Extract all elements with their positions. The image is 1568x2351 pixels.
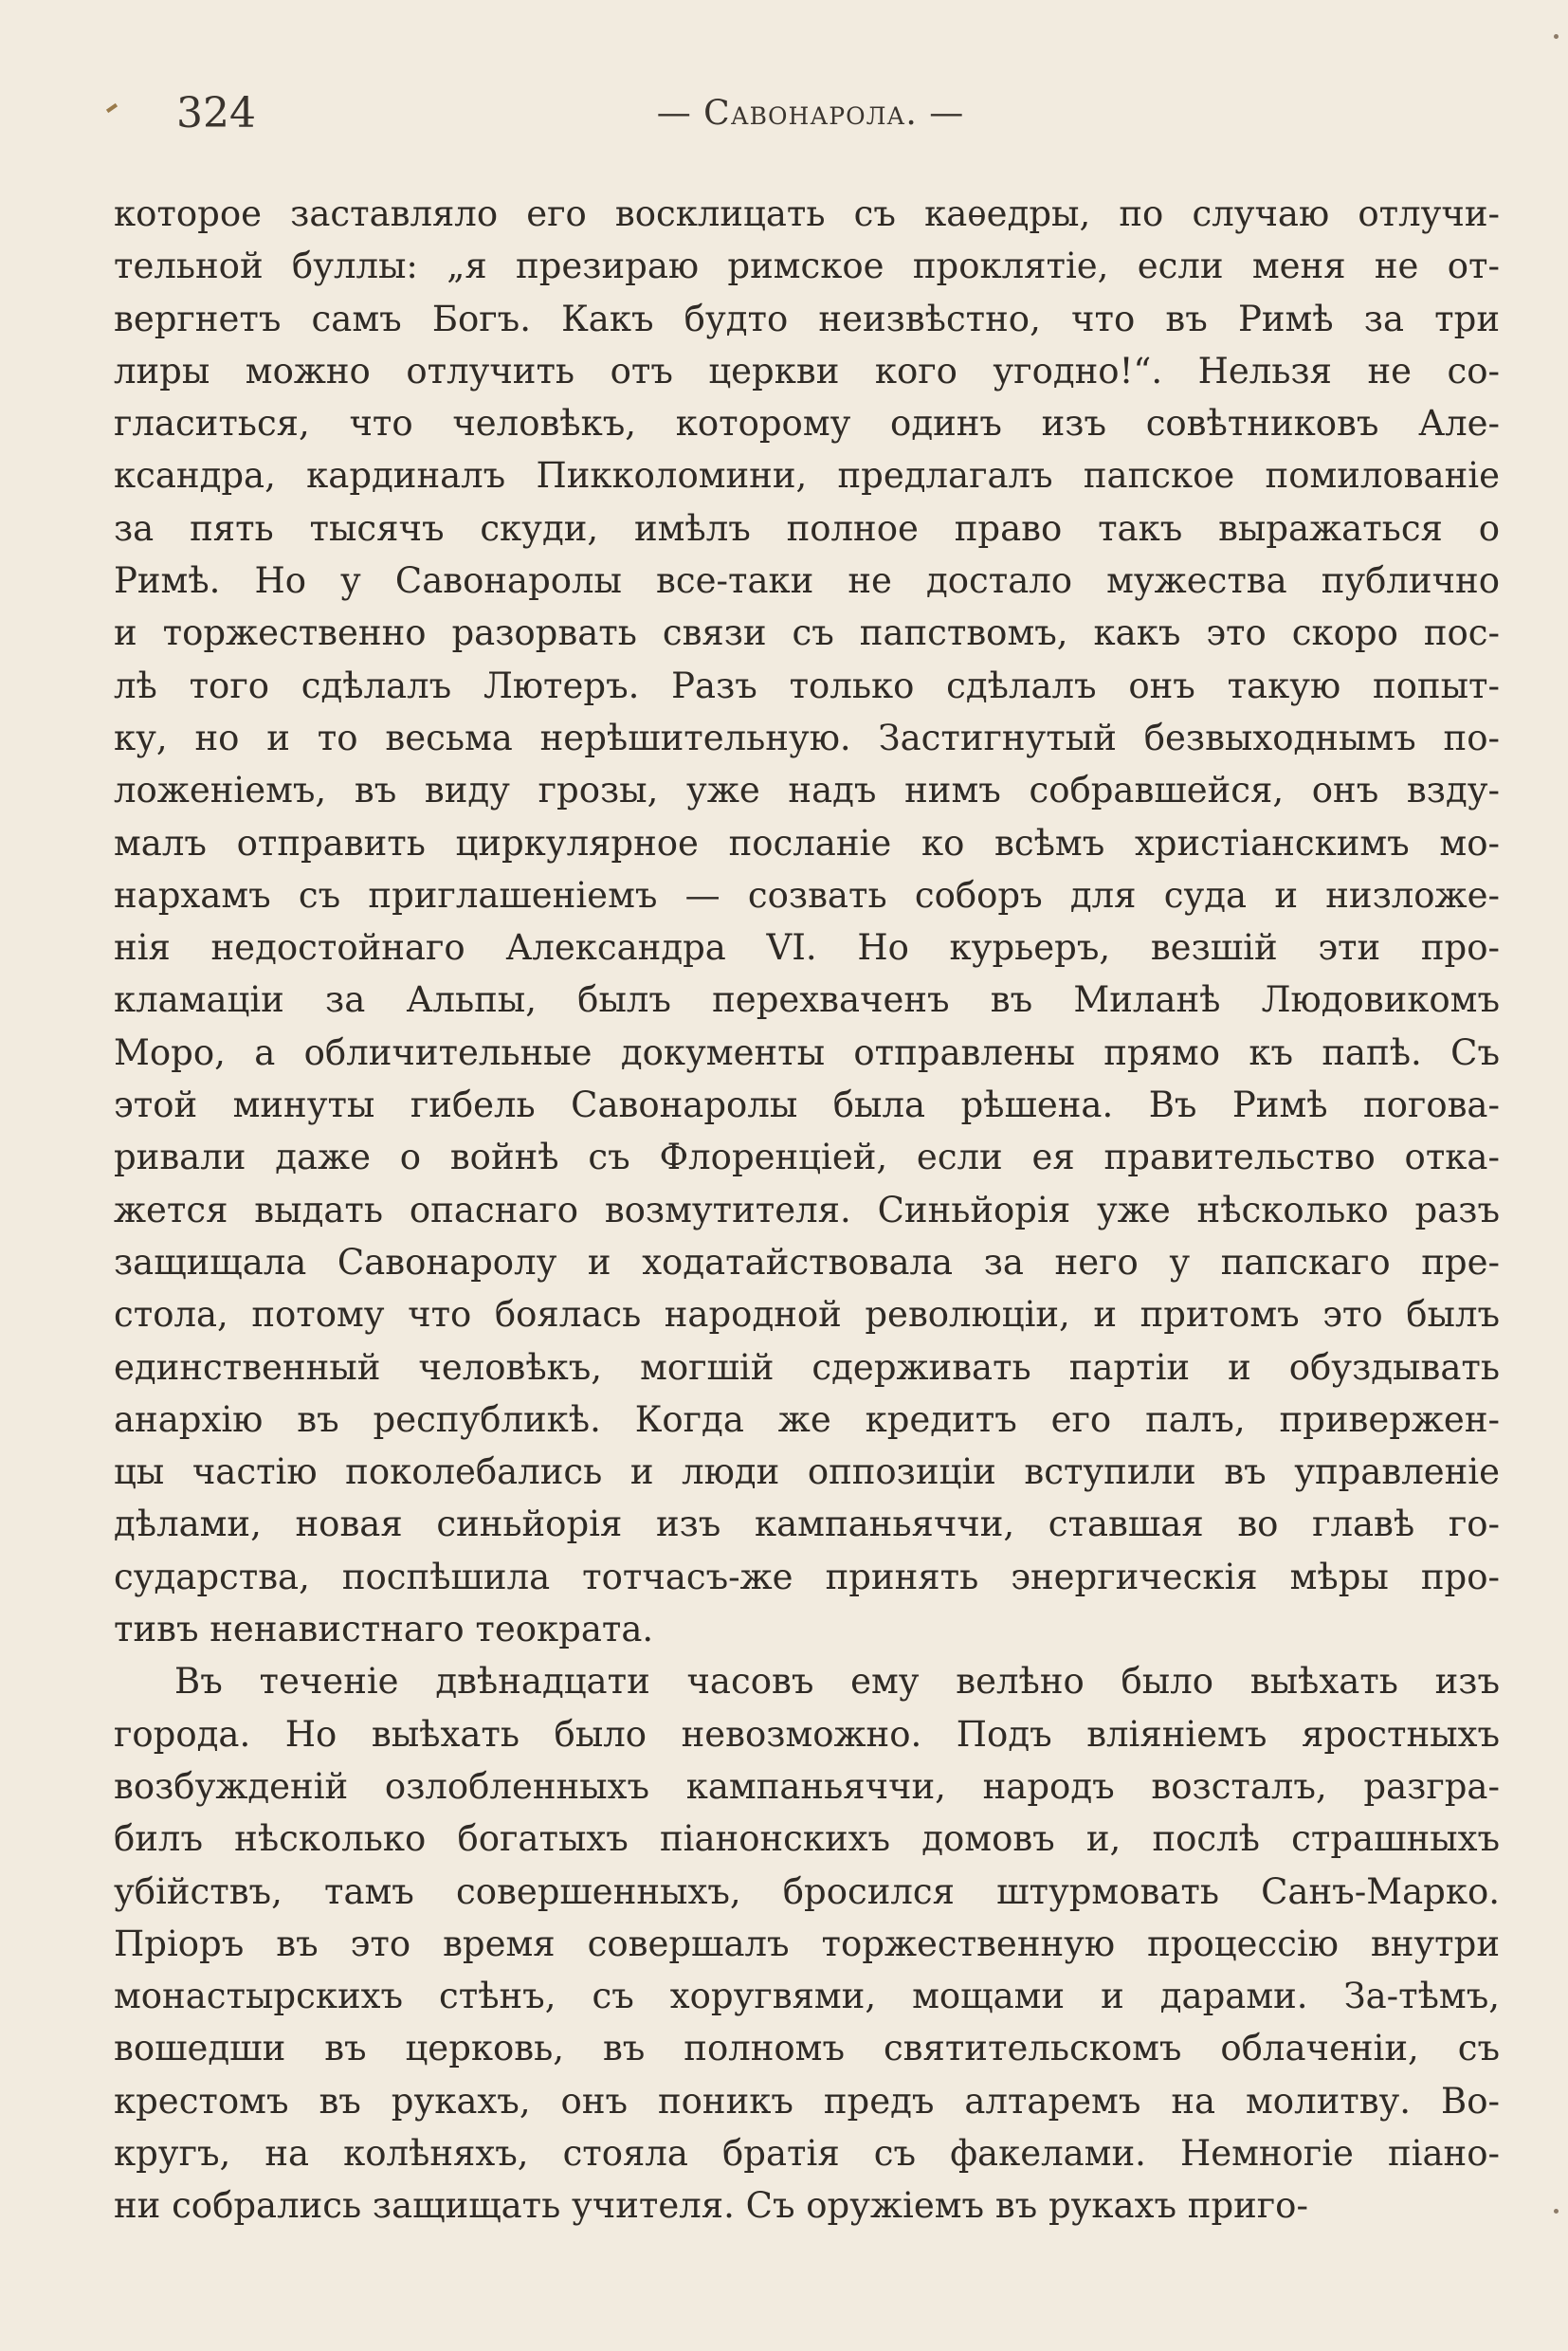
edge-speck — [1554, 34, 1559, 39]
text-line: стола, потому что боялась народной революціи, и притомъ это былъ — [114, 1294, 1500, 1336]
text-line: нархамъ съ приглашеніемъ — созвать соборъ для суда и низложе- — [114, 874, 1500, 916]
text-line: нія недостойнаго Александра VI. Но курьеръ, везшій эти про- — [114, 927, 1500, 969]
text-line: Моро, а обличительные документы отправлены прямо къ папѣ. Съ — [114, 1031, 1500, 1073]
text-line: защищала Савонаролу и ходатайствовала за него у папскаго пре- — [114, 1241, 1500, 1283]
text-line: Римѣ. Но у Савонаролы все-таки не достало мужества публично — [114, 560, 1500, 602]
text-line: Пріоръ въ это время совершалъ торжественную процессію внутри — [114, 1923, 1500, 1964]
text-line: цы частію поколебались и люди оппозиціи вступили въ управленіе — [114, 1451, 1500, 1493]
text-line: сударства, поспѣшила тотчасъ-же принять энергическія мѣры про- — [114, 1556, 1500, 1597]
page-header — [114, 85, 1507, 142]
text-line: малъ отправить циркулярное посланіе ко всѣмъ христіанскимъ мо- — [114, 822, 1500, 864]
text-line: дѣлами, новая синьйорія изъ кампаньяччи, ставшая во главѣ го- — [114, 1504, 1500, 1545]
text-line: крестомъ въ рукахъ, онъ поникъ предъ алтаремъ на молитву. Во- — [114, 2080, 1500, 2122]
text-line: анархію въ республикѣ. Когда же кредитъ его палъ, привержен- — [114, 1398, 1500, 1440]
page-number: 324 — [176, 89, 256, 137]
paragraph — [114, 188, 1500, 1655]
text-line: и торжественно разорвать связи съ папствомъ, какъ это скоро пос- — [114, 612, 1500, 654]
text-line: которое заставляло его восклицать съ каѳедры, по случаю отлучи- — [114, 193, 1500, 234]
running-title — [114, 85, 1507, 142]
text-line: единственный человѣкъ, могшій сдерживать партіи и обуздывать — [114, 1346, 1500, 1388]
text-line: ложеніемъ, въ виду грозы, уже надъ нимъ собравшейся, онъ взду- — [114, 770, 1500, 811]
text-line: тельной буллы: „я презираю римское проклятіе, если меня не от- — [114, 246, 1500, 287]
paragraph — [114, 1655, 1500, 2232]
text-line: вошедши въ церковь, въ полномъ святительскомъ облаченіи, съ — [114, 2028, 1500, 2069]
text-line: тивъ ненавистнаго теократа. — [114, 1609, 654, 1650]
text-line: жется выдать опаснаго возмутителя. Синьйорія уже нѣсколько разъ — [114, 1189, 1500, 1230]
text-line: монастырскихъ стѣнъ, съ хоругвями, мощами и дарами. За-тѣмъ, — [114, 1976, 1500, 2017]
text-line: лиры можно отлучить отъ церкви кого угодно!“. Нельзя не со- — [114, 350, 1500, 392]
text-line: ни собрались защищать учителя. Съ оружіемъ въ рукахъ приго- — [114, 2185, 1308, 2227]
text-line: убійствъ, тамъ совершенныхъ, бросился штурмовать Санъ-Марко. — [114, 1870, 1500, 1912]
text-line: города. Но выѣхать было невозможно. Подъ вліяніемъ яростныхъ — [114, 1713, 1500, 1755]
text-line: ксандра, кардиналъ Пикколомини, предлагалъ папское помилованіе — [114, 455, 1500, 497]
text-line: лѣ того сдѣлалъ Лютеръ. Разъ только сдѣлалъ онъ такую попыт- — [114, 665, 1500, 706]
text-line: этой минуты гибель Савонаролы была рѣшена. Въ Римѣ погова- — [114, 1084, 1500, 1126]
text-line: Въ теченіе двѣнадцати часовъ ему велѣно было выѣхать изъ — [174, 1661, 1500, 1703]
edge-speck — [1554, 2209, 1559, 2214]
text-line: возбужденій озлобленныхъ кампаньяччи, народъ возсталъ, разгра- — [114, 1765, 1500, 1807]
running-title-text: — Савонарола. — — [656, 94, 965, 133]
text-line: билъ нѣсколько богатыхъ піанонскихъ домовъ и, послѣ страшныхъ — [114, 1818, 1500, 1860]
text-line: ку, но и то весьма нерѣшительную. Застигнутый безвыходнымъ по- — [114, 717, 1500, 758]
text-line: кламаціи за Альпы, былъ перехваченъ въ Миланѣ Людовикомъ — [114, 979, 1500, 1021]
text-line: вергнетъ самъ Богъ. Какъ будто неизвѣстно, что въ Римѣ за три — [114, 298, 1500, 339]
text-line: за пять тысячъ скуди, имѣлъ полное право такъ выражаться о — [114, 507, 1500, 549]
text-line: ривали даже о войнѣ съ Флоренціей, если ея правительство отка- — [114, 1137, 1500, 1178]
text-line: гласиться, что человѣкъ, которому одинъ изъ совѣтниковъ Але- — [114, 403, 1500, 445]
text-line: кругъ, на колѣняхъ, стояла братія съ факелами. Немногіе піано- — [114, 2132, 1500, 2174]
text-body — [114, 188, 1500, 2233]
